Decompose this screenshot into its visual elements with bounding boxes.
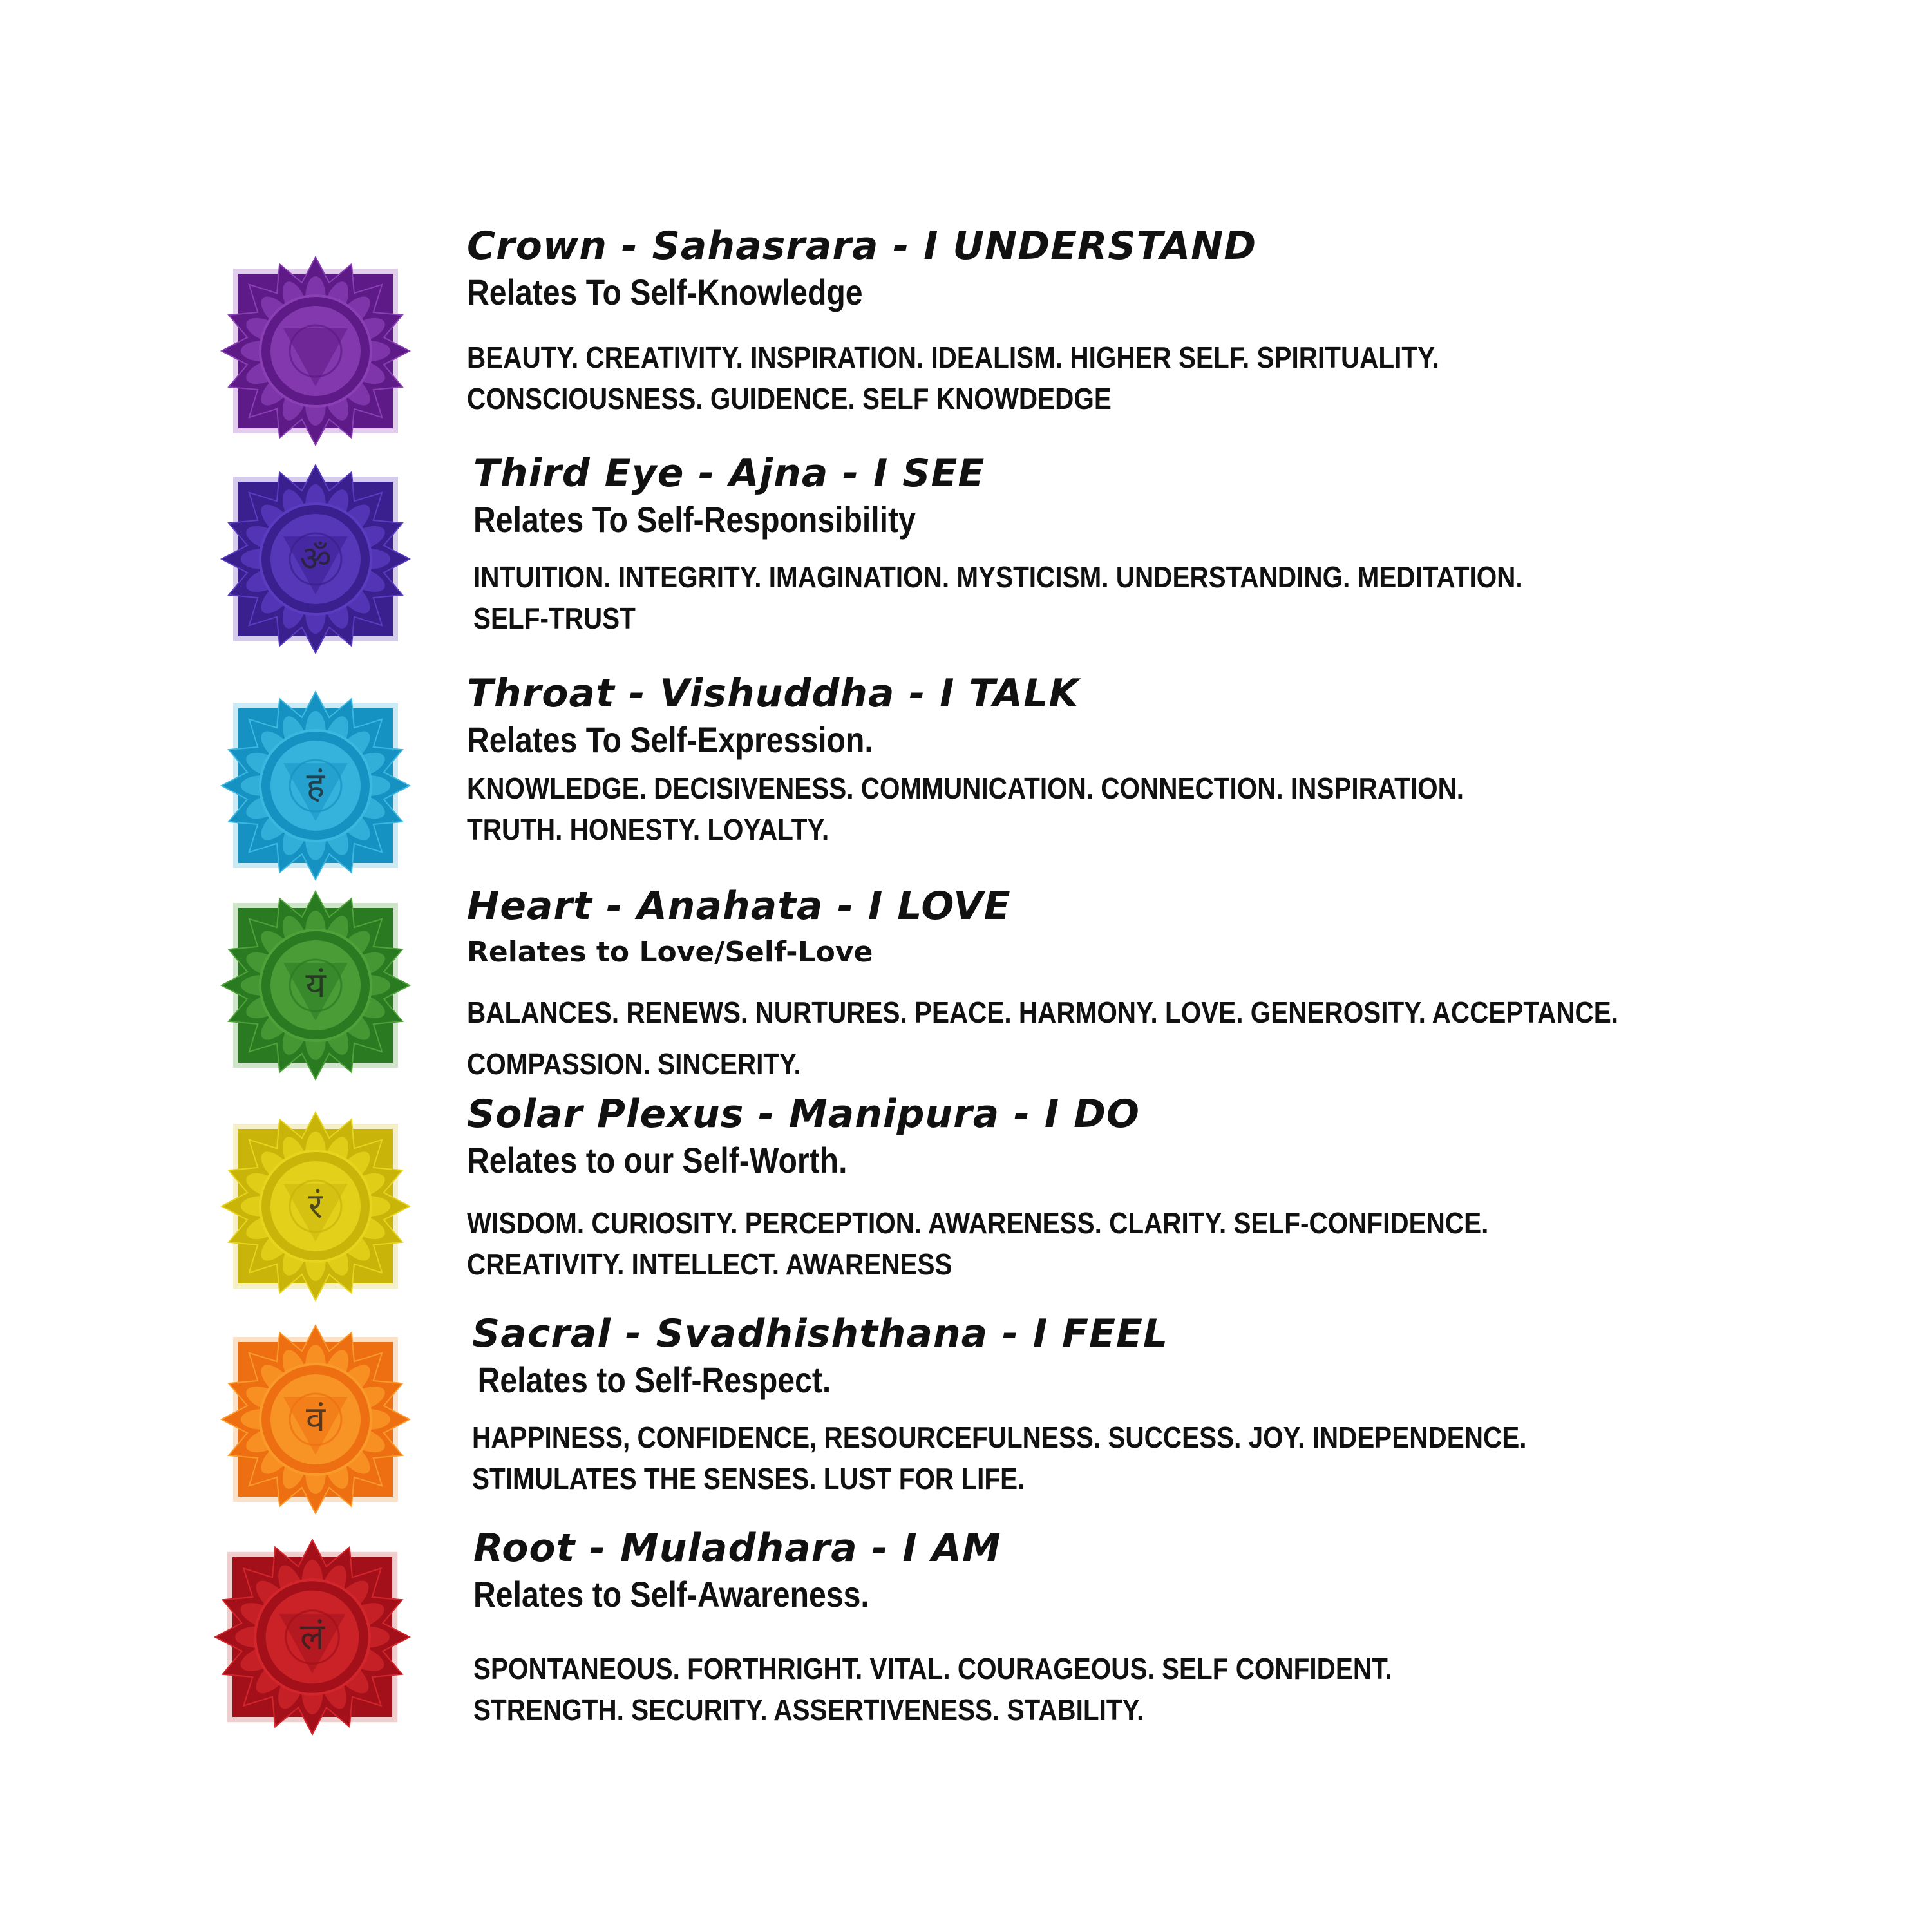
mandala-graphic: [219, 889, 412, 1082]
throat-chakra-icon: [219, 689, 412, 882]
chakra-traits-line: CONSCIOUSNESS. GUIDENCE. SELF KNOWDEDGE: [467, 382, 1112, 415]
chakra-traits-line: CREATIVITY. INTELLECT. AWARENESS: [467, 1247, 952, 1281]
crown-chakra-icon: [219, 254, 412, 448]
chakra-traits: [467, 1202, 1489, 1285]
mandala-graphic: [219, 1110, 412, 1303]
mandala-graphic: [219, 1323, 412, 1516]
chakra-traits-line: SPONTANEOUS. FORTHRIGHT. VITAL. COURAGEOUS. SELF CONFIDENT.: [473, 1652, 1392, 1685]
chakra-subtitle: Relates to Self-Awareness.: [473, 1574, 869, 1615]
chakra-title: Solar Plexus - Manipura - I DO: [467, 1092, 1140, 1137]
chakra-text: [467, 222, 1755, 419]
chakra-traits-line: STRENGTH. SECURITY. ASSERTIVENESS. STABILITY.: [473, 1693, 1144, 1727]
chakra-traits-line: HAPPINESS, CONFIDENCE, RESOURCEFULNESS. SUCCESS. JOY. INDEPENDENCE.: [472, 1421, 1527, 1454]
chakra-subtitle: Relates To Self-Knowledge: [467, 272, 863, 312]
chakra-traits: [467, 337, 1439, 419]
chakra-text: [473, 1524, 1761, 1730]
bija-symbol: यं: [305, 965, 326, 1005]
chakra-text: [467, 1090, 1755, 1285]
bija-symbol: वं: [305, 1399, 326, 1439]
chakra-traits: [467, 768, 1464, 850]
third-eye-chakra-icon: [219, 462, 412, 656]
chakra-traits-line: BALANCES. RENEWS. NURTURES. PEACE. HARMONY. LOVE. GENEROSITY. ACCEPTANCE.: [467, 996, 1619, 1029]
chakra-traits: [473, 556, 1523, 639]
chakra-traits-line: SELF-TRUST: [473, 601, 636, 635]
chakra-traits-line: BEAUTY. CREATIVITY. INSPIRATION. IDEALISM. HIGHER SELF. SPIRITUALITY.: [467, 341, 1439, 374]
solar-plexus-chakra-icon: [219, 1110, 412, 1303]
sacral-chakra-icon: [219, 1323, 412, 1516]
mandala-graphic: [219, 689, 412, 882]
chakra-traits: [473, 1648, 1392, 1730]
chakra-traits-line: KNOWLEDGE. DECISIVENESS. COMMUNICATION. CONNECTION. INSPIRATION.: [467, 772, 1464, 805]
chakra-subtitle: Relates to Love/Self-Love: [467, 936, 873, 969]
chakra-traits-line: WISDOM. CURIOSITY. PERCEPTION. AWARENESS. CLARITY. SELF-CONFIDENCE.: [467, 1206, 1489, 1240]
chakra-text: [472, 1310, 1760, 1499]
chakra-title: Root - Muladhara - I AM: [473, 1526, 1001, 1571]
chakra-traits-line: INTUITION. INTEGRITY. IMAGINATION. MYSTICISM. UNDERSTANDING. MEDITATION.: [473, 560, 1523, 594]
chakra-title: Throat - Vishuddha - I TALK: [467, 671, 1079, 716]
chakra-title: Heart - Anahata - I LOVE: [467, 884, 1011, 929]
root-chakra-icon: [213, 1537, 412, 1737]
mandala-graphic: [213, 1537, 412, 1737]
chakra-traits: [472, 1417, 1527, 1499]
bija-symbol: लं: [300, 1616, 325, 1658]
chakra-traits-line: STIMULATES THE SENSES. LUST FOR LIFE.: [472, 1462, 1025, 1495]
chakra-text: [473, 450, 1761, 639]
chakra-title: Third Eye - Ajna - I SEE: [473, 451, 985, 496]
mandala-graphic: [219, 254, 412, 448]
chakra-traits-line: TRUTH. HONESTY. LOYALTY.: [467, 813, 829, 846]
chakra-text: [467, 670, 1755, 850]
chakra-traits: [467, 987, 1619, 1090]
chakra-subtitle: Relates to Self-Respect.: [477, 1359, 831, 1400]
heart-chakra-icon: [219, 889, 412, 1082]
bija-symbol: ॐ: [299, 538, 332, 579]
chakra-title: Sacral - Svadhishthana - I FEEL: [472, 1311, 1169, 1356]
chakra-traits-line: COMPASSION. SINCERITY.: [467, 1047, 801, 1081]
bija-symbol: हं: [306, 765, 325, 806]
mandala-graphic: [219, 462, 412, 656]
bija-symbol: रं: [308, 1186, 323, 1226]
chakra-title: Crown - Sahasrara - I UNDERSTAND: [467, 223, 1257, 269]
chakra-subtitle: Relates To Self-Expression.: [467, 719, 873, 760]
chakra-subtitle: Relates to our Self-Worth.: [467, 1140, 848, 1180]
chakra-text: [467, 882, 1755, 1090]
chakra-subtitle: Relates To Self-Responsibility: [473, 499, 916, 540]
